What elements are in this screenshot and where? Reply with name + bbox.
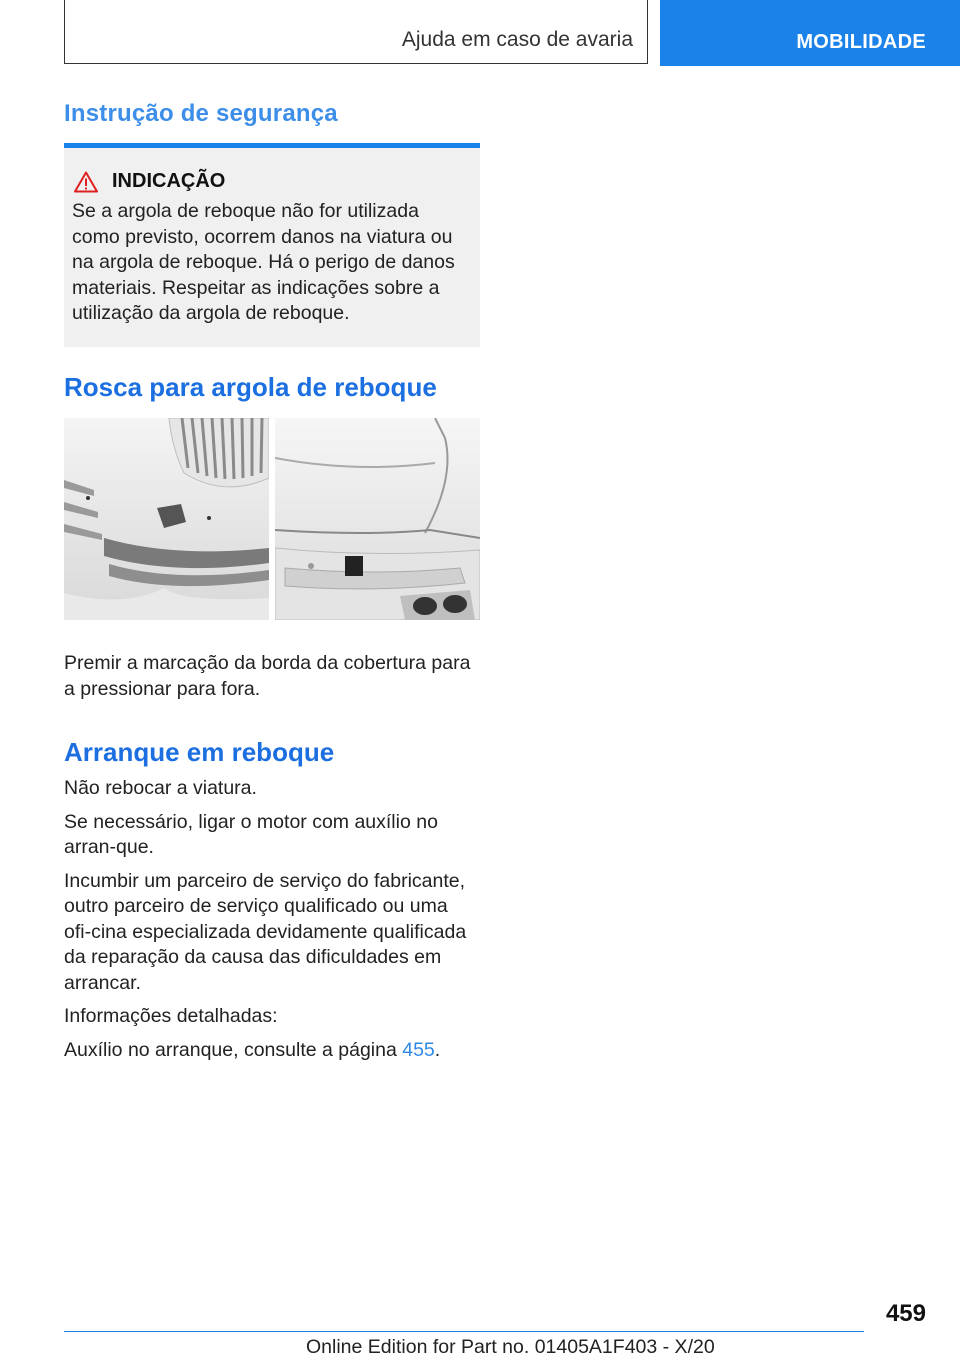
warning-triangle-icon (74, 171, 98, 193)
tow-start-body (64, 776, 480, 1063)
tow-start-p5 (64, 1038, 480, 1064)
front-bumper-image (64, 418, 269, 620)
tow-start-p1: Não rebocar a viatura. (64, 777, 257, 799)
header-chapter-tab[interactable] (660, 0, 960, 66)
page-link-455[interactable]: 455 (402, 1038, 435, 1061)
safety-heading: Instrução de segurança (64, 100, 338, 127)
note-label: INDICAÇÃO (112, 170, 226, 192)
tow-start-heading: Arranque em reboque (64, 737, 335, 767)
tow-start-p5-text: Auxílio no arranque, consulte a página (64, 1038, 403, 1061)
rear-bumper-image (275, 418, 480, 620)
header-section-title: Ajuda em caso de avaria (401, 28, 633, 51)
tow-start-p4: Informações detalhadas: (64, 1005, 278, 1027)
header-chapter-label: MOBILIDADE (796, 31, 926, 53)
thread-heading: Rosca para argola de reboque (64, 372, 437, 402)
note-text: Se a argola de reboque não for utilizada como previsto, ocorrem danos na viatura ou na argola de reboque. Há o perigo de danos materiais. Respeitar as indicações sobre a utilização da argola de reboque. (72, 200, 455, 324)
page-number: 459 (885, 1300, 926, 1327)
thread-instruction: Premir a marcação da borda da cobertura para a pressionar para fora. (64, 652, 471, 700)
tow-start-p3: Incumbir um parceiro de serviço do fabricante, outro parceiro de serviço qualificado ou uma ofi-cina especializada devidamente qualificada da reparação da causa das dificuldades em arrancar. (64, 869, 467, 994)
note-box (64, 143, 480, 347)
tow-start-p2: Se necessário, ligar o motor com auxílio no arran-que. (64, 810, 438, 858)
header-box (64, 0, 648, 64)
tow-start-p5-end: . (434, 1038, 441, 1061)
footer-divider (64, 1331, 864, 1332)
note-header (72, 170, 472, 193)
footer-edition: Online Edition for Part no. 01405A1F403 - X/20 (306, 1336, 715, 1358)
